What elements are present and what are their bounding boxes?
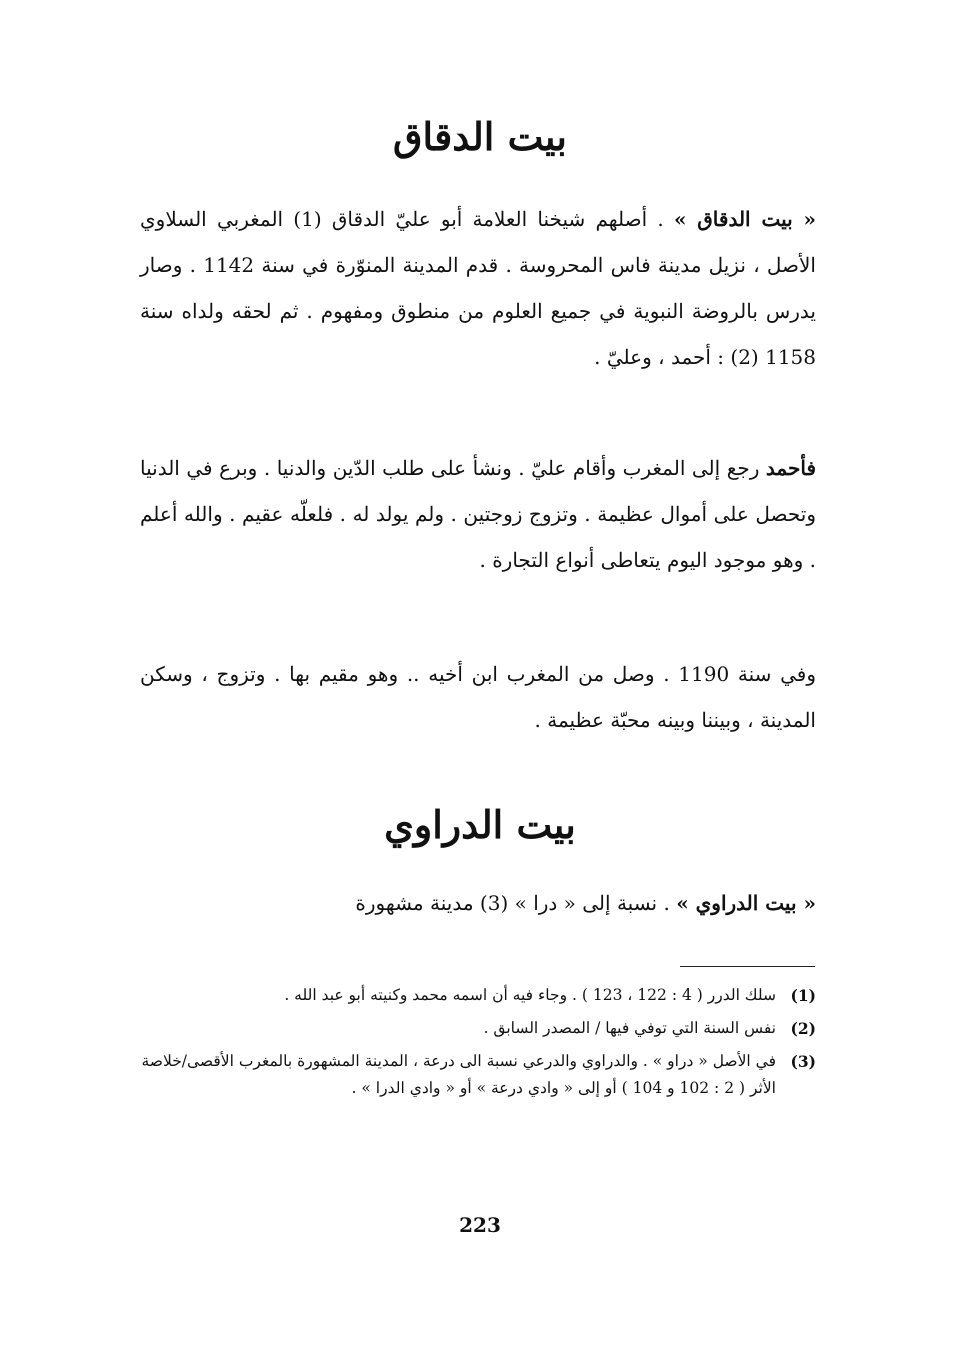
footnote-text: في الأصل « دراو » . والدراوي والدرعي نسبة الى درعة ، المدينة المشهورة بالمغرب الأقصى/خلاصة الأثر ( 2 : 102 و 104 ) أو إلى « وادي درعة » أو « وادي الدرا » . (141, 1052, 776, 1097)
paragraph-text: . نسبة إلى « درا » (3) مدينة مشهورة (355, 891, 677, 915)
paragraph-dakkak-intro (140, 196, 816, 380)
paragraph-nephew (140, 651, 816, 743)
paragraph-lead: « بيت الدقاق » (673, 207, 817, 231)
footnote-item (140, 1015, 816, 1042)
footnotes (140, 982, 816, 1108)
paragraph-text: رجع إلى المغرب وأقام عليّ . ونشأ على طلب الدّين والدنيا . وبرع في الدنيا وتحصل على أموال عظيمة . وتزوج زوجتين . ولم يولد له . فلعلّه عقيم . والله أعلم . وهو موجود اليوم يتعاطى أنواع التجارة . (140, 456, 816, 572)
paragraph-lead: فأحمد (765, 456, 816, 480)
footnote-text: سلك الدرر ( 4 : 122 ، 123 ) . وجاء فيه أن اسمه محمد وكنيته أبو عبد الله . (284, 986, 776, 1004)
paragraph-darawi-intro (140, 880, 816, 926)
section-title-dakkak: بيت الدقاق (393, 114, 567, 159)
footnote-item (140, 982, 816, 1009)
footnote-number: (1) (790, 986, 816, 1005)
paragraph-text: وفي سنة 1190 . وصل من المغرب ابن أخيه .. وهو مقيم بها . وتزوج ، وسكن المدينة ، وبيننا وبينه محبّة عظيمة . (140, 662, 816, 732)
page-number: 223 (459, 1213, 501, 1237)
footnote-divider (680, 966, 815, 967)
paragraph-text: . أصلهم شيخنا العلامة أبو عليّ الدقاق (1) المغربي السلاوي الأصل ، نزيل مدينة فاس المحروسة . قدم المدينة المنوّرة في سنة 1142 . وصار يدرس بالروضة النبوية في جميع العلوم من منطوق ومفهوم . ثم لحقه ولداه سنة 1158 (2) : أحمد ، وعليّ . (140, 207, 816, 369)
footnote-number: (2) (790, 1019, 816, 1038)
section-title-darawi: بيت الدراوي (384, 802, 576, 847)
paragraph-ahmad (140, 445, 816, 583)
footnote-item (140, 1048, 816, 1102)
footnote-number: (3) (790, 1052, 816, 1071)
footnote-text: نفس السنة التي توفي فيها / المصدر السابق . (483, 1019, 776, 1037)
paragraph-lead: « بيت الدراوي » (676, 891, 816, 915)
